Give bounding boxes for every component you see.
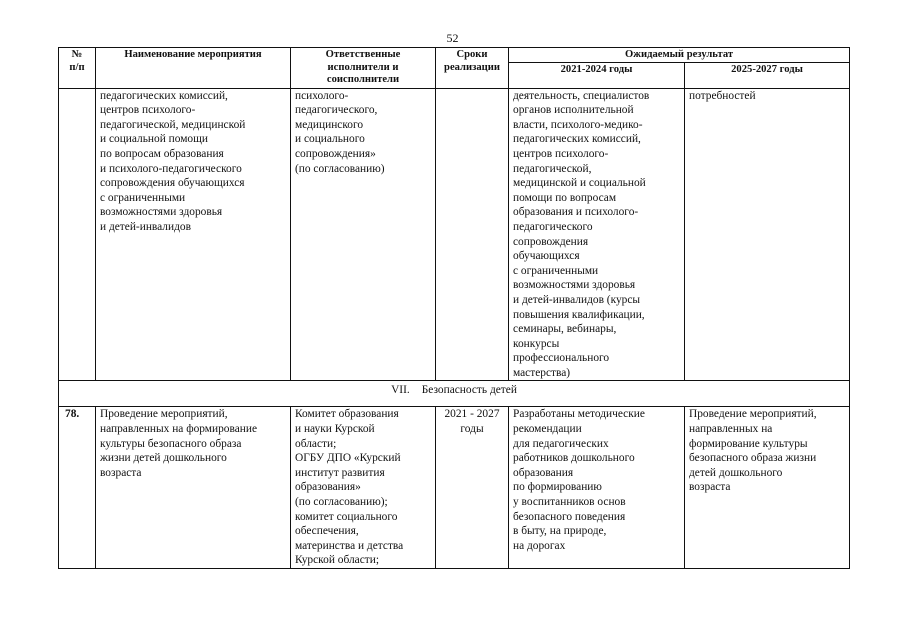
section-row <box>59 381 850 407</box>
cell-responsible: Комитет образования и науки Курской области; ОГБУ ДПО «Курский институт развития образования» (по согласованию); комитет социального обеспечения, материнства и детства Курской области; <box>291 407 436 569</box>
section-heading <box>59 381 850 407</box>
header-expected-result: Ожидаемый результат <box>509 48 850 63</box>
cell-number <box>59 88 96 381</box>
cell-result-2021-2024: Разработаны методические рекомендации для педагогических работников дошкольного образования по формированию у воспитанников основ безопасного поведения в быту, на природе, на дорогах <box>509 407 685 569</box>
cell-result-2025-2027: Проведение мероприятий, направленных на формирование культуры безопасного образа жизни детей дошкольного возраста <box>685 407 850 569</box>
cell-responsible: психолого- педагогического, медицинского и социального сопровождения» (по согласованию) <box>291 88 436 381</box>
cell-activity-name: Проведение мероприятий, направленных на формирование культуры безопасного образа жизни детей дошкольного возраста <box>96 407 291 569</box>
header-responsible: Ответственные исполнители и соисполнители <box>291 48 436 89</box>
section-title: Безопасность детей <box>421 384 517 397</box>
page-number: 52 <box>446 31 459 45</box>
table-row <box>59 88 850 381</box>
section-number: VII. <box>391 384 410 397</box>
header-number: № п/п <box>59 48 96 89</box>
header-activity-name: Наименование мероприятия <box>96 48 291 89</box>
cell-result-2021-2024: деятельность, специалистов органов исполнительной власти, психолого-медико- педагогических комиссий, центров психолого- педагогической, медицинской и социальной помощи по вопросам образования и психолого- педагогического сопровождения обучающихся с ограниченными возможностями здоровья и детей-инвалидов (курсы повышения квалификации, семинары, вебинары, конкурсы профессионального мастерства) <box>509 88 685 381</box>
cell-terms: 2021 - 2027 годы <box>436 407 509 569</box>
header-terms: Сроки реализации <box>436 48 509 89</box>
cell-terms <box>436 88 509 381</box>
activities-table <box>58 47 850 569</box>
table-row <box>59 407 850 569</box>
header-result-2021-2024: 2021-2024 годы <box>509 62 685 88</box>
header-result-2025-2027: 2025-2027 годы <box>685 62 850 88</box>
cell-result-2025-2027: потребностей <box>685 88 850 381</box>
cell-number: 78. <box>59 407 96 569</box>
cell-activity-name: педагогических комиссий, центров психолого- педагогической, медицинской и социальной помощи по вопросам образования и психолого-педагогического сопровождения обучающихся с ограниченными возможностями здоровья и детей-инвалидов <box>96 88 291 381</box>
